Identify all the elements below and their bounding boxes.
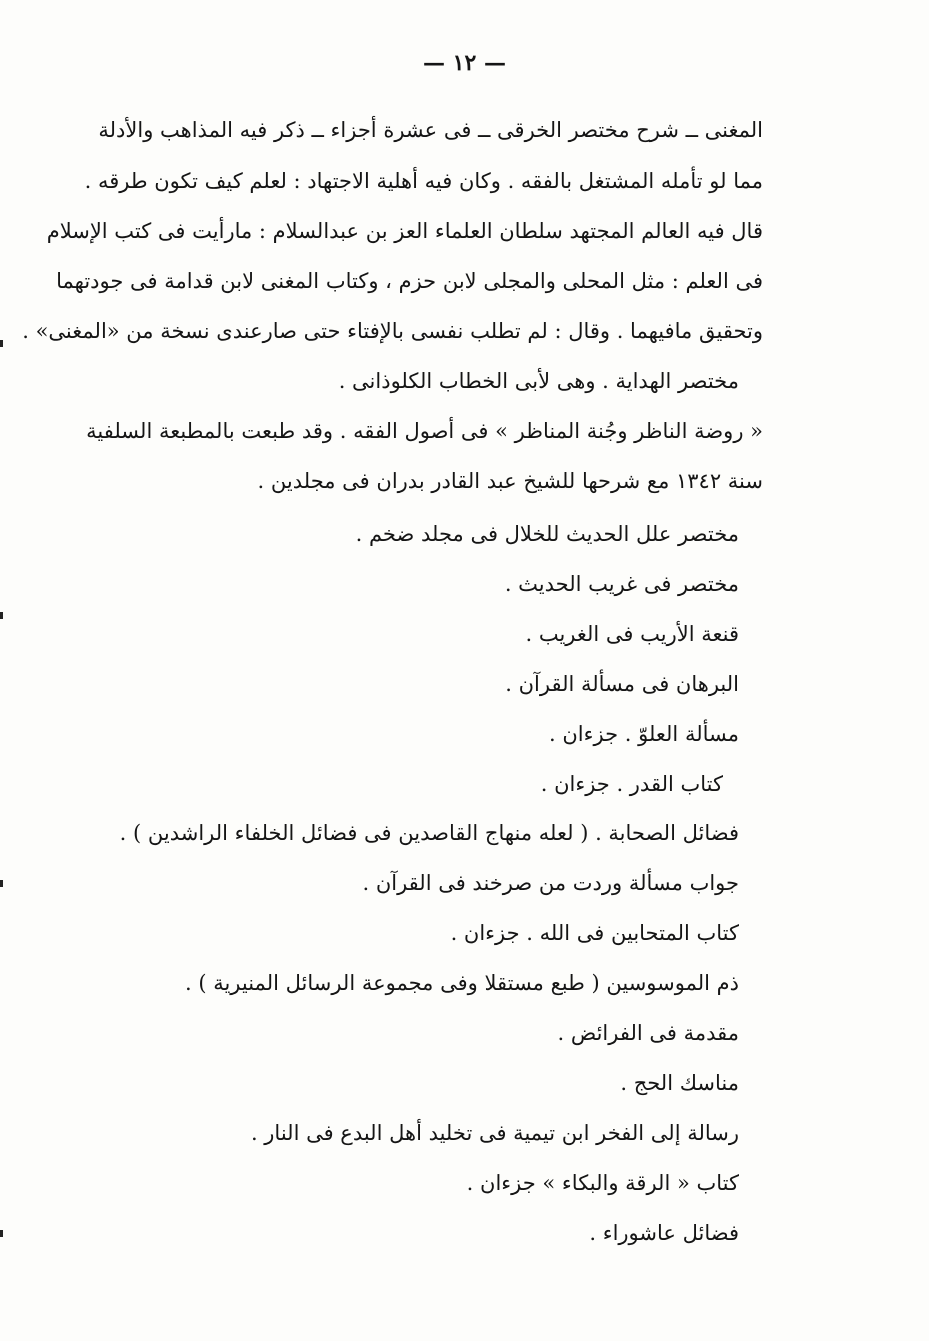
text-line-8: سنة ١٣٤٢ مع شرحها للشيخ عبد القادر بدران فى مجلدين . xyxy=(257,469,763,493)
text-line-4: فى العلم : مثل المحلى والمجلى لابن حزم ، وكتاب المغنى لابن قدامة فى جودتهما xyxy=(56,269,763,293)
list-item-4: قنعة الأريب فى الغريب . xyxy=(525,622,739,646)
text-line-7: « روضة الناظر وجُنة المناظر » فى أصول الفقه . وقد طبعت بالمطبعة السلفية xyxy=(86,419,763,443)
text-line-5: وتحقيق مافيهما . وقال : لم تطلب نفسى بالإفتاء حتى صارعندى نسخة من «المغنى» . xyxy=(22,319,763,343)
list-item-8: فضائل الصحابة . ( لعله منهاج القاصدين فى فضائل الخلفاء الراشدين ) . xyxy=(119,821,739,845)
list-item-2: مختصر علل الحديث للخلال فى مجلد ضخم . xyxy=(355,522,739,546)
list-item-13: مناسك الحج . xyxy=(620,1071,739,1095)
text-line-2: مما لو تأمله المشتغل بالفقه . وكان فيه أهلية الاجتهاد : لعلم كيف تكون طرقه . xyxy=(84,169,763,193)
list-item-12: مقدمة فى الفرائض . xyxy=(557,1021,739,1045)
list-item-10: كتاب المتحابين فى الله . جزءان . xyxy=(450,921,739,945)
list-item-5: البرهان فى مسألة القرآن . xyxy=(505,672,739,696)
list-item-9: جواب مسألة وردت من صرخند فى القرآن . xyxy=(362,871,739,895)
margin-mark xyxy=(0,340,3,347)
list-item-11: ذم الموسوسين ( طبع مستقلا وفى مجموعة الرسائل المنيرية ) . xyxy=(184,971,739,995)
margin-mark xyxy=(0,880,3,887)
text-line-1: المغنى ــ شرح مختصر الخرقى ــ فى عشرة أجزاء ــ ذكر فيه المذاهب والأدلة xyxy=(98,118,763,142)
text-line-3: قال فيه العالم المجتهد سلطان العلماء العز بن عبدالسلام : مارأيت فى كتب الإسلام xyxy=(46,219,763,243)
list-item-7: كتاب القدر . جزءان . xyxy=(540,772,723,796)
list-item-6: مسألة العلوّ . جزءان . xyxy=(549,722,739,746)
page-number: — ١٢ — xyxy=(423,50,506,76)
margin-mark xyxy=(0,612,3,619)
list-item-16: فضائل عاشوراء . xyxy=(589,1221,739,1245)
list-item-1: مختصر الهداية . وهى لأبى الخطاب الكلوذانى . xyxy=(338,369,739,393)
list-item-3: مختصر فى غريب الحديث . xyxy=(504,572,739,596)
list-item-14: رسالة إلى الفخر ابن تيمية فى تخليد أهل البدع فى النار . xyxy=(250,1121,739,1145)
margin-mark xyxy=(0,1230,3,1237)
list-item-15: كتاب « الرقة والبكاء » جزءان . xyxy=(466,1171,739,1195)
